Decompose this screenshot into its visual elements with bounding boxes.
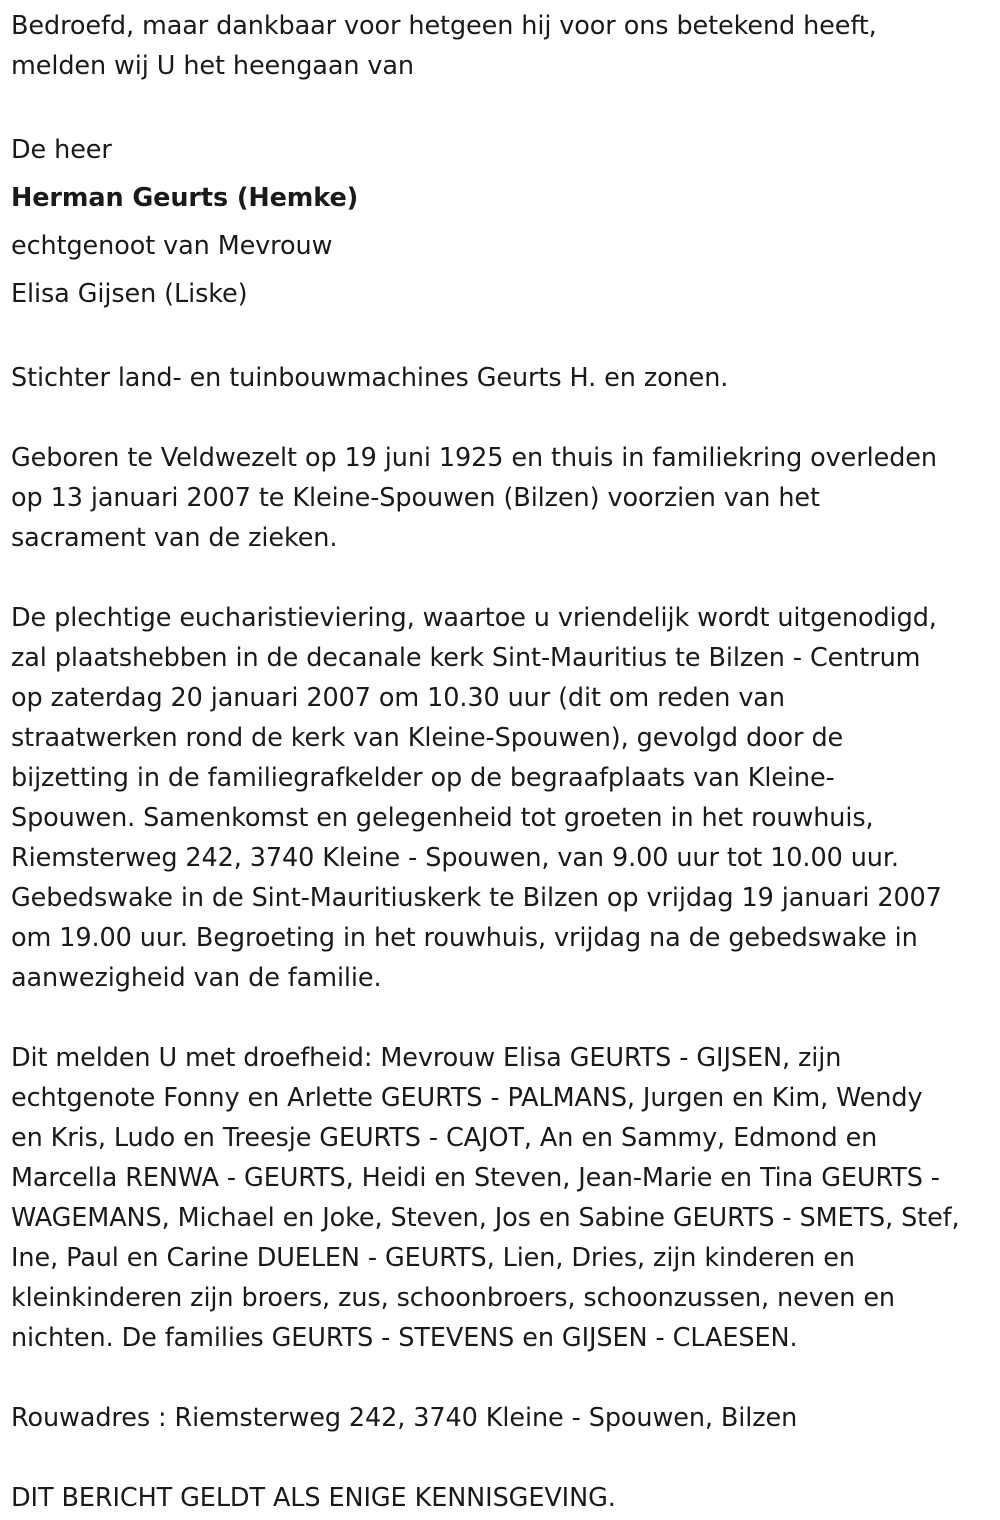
intro-text: Bedroefd, maar dankbaar voor hetgeen hij voor ons betekend heeft, melden wij U het heengaan van xyxy=(11,11,877,81)
spacer xyxy=(11,398,990,438)
deceased-name: Herman Geurts (Hemke) xyxy=(11,183,359,213)
spacer xyxy=(11,318,990,358)
spacer xyxy=(11,1438,990,1478)
address-text: Rouwadres : Riemsterweg 242, 3740 Kleine - Spouwen, Bilzen xyxy=(11,1403,798,1433)
salutation: De heer xyxy=(11,135,112,165)
family-text: Dit melden U met droefheid: Mevrouw Elisa GEURTS - GIJSEN, zijn echtgenote Fonny en Arlette GEURTS - PALMANS, Jurgen en Kim, Wendy en Kris, Ludo en Treesje GEURTS - CAJOT, An en Sammy, Edmond en Marcella RENWA - GEURTS, Heidi en Steven, Jean-Marie en Tina GEURTS - WAGEMANS, Michael en Joke, Steven, Jos en Sabine GEURTS - SMETS, Stef, Ine, Paul en Carine DUELEN - GEURTS, Lien, Dries, zijn kinderen en kleinkinderen zijn broers, zus, schoonbroers, schoonzussen, neven en nichten. De families GEURTS - STEVENS en GIJSEN - CLAESEN. xyxy=(11,1043,960,1353)
spacer xyxy=(11,998,990,1038)
birth-death-text: Geboren te Veldwezelt op 19 juni 1925 en thuis in familiekring overleden op 13 januari 2007 te Kleine-Spouwen (Bilzen) voorzien van het sacrament van de zieken. xyxy=(11,443,937,553)
ceremony-text: De plechtige eucharistieviering, waartoe u vriendelijk wordt uitgenodigd, zal plaatshebben in de decanale kerk Sint-Mauritius te Bilzen - Centrum op zaterdag 20 januari 2007 om 10.30 uur (dit om reden van straatwerken rond de kerk van Kleine-Spouwen), gevolgd door de bijzetting in de familiegrafkelder op de begraafplaats van Kleine- Spouwen. Samenkomst en gelegenheid tot groeten in het rouwhuis, Riemsterweg 242, 3740 Kleine - Spouwen, van 9.00 uur tot 10.00 uur. Gebedswake in de Sint-Mauritiuskerk te Bilzen op vrijdag 19 januari 2007 om 19.00 uur. Begroeting in het rouwhuis, vrijdag na de gebedswake in aanwezigheid van de familie. xyxy=(11,603,942,993)
spacer xyxy=(11,558,990,598)
spouse-name: Elisa Gijsen (Liske) xyxy=(11,279,248,309)
occupation-text: Stichter land- en tuinbouwmachines Geurts H. en zonen. xyxy=(11,363,729,393)
spacer xyxy=(11,86,990,126)
spacer xyxy=(11,1358,990,1398)
spouse-label: echtgenoot van Mevrouw xyxy=(11,231,333,261)
closing-text: DIT BERICHT GELDT ALS ENIGE KENNISGEVING. xyxy=(11,1483,616,1513)
deceased-block xyxy=(11,126,990,318)
